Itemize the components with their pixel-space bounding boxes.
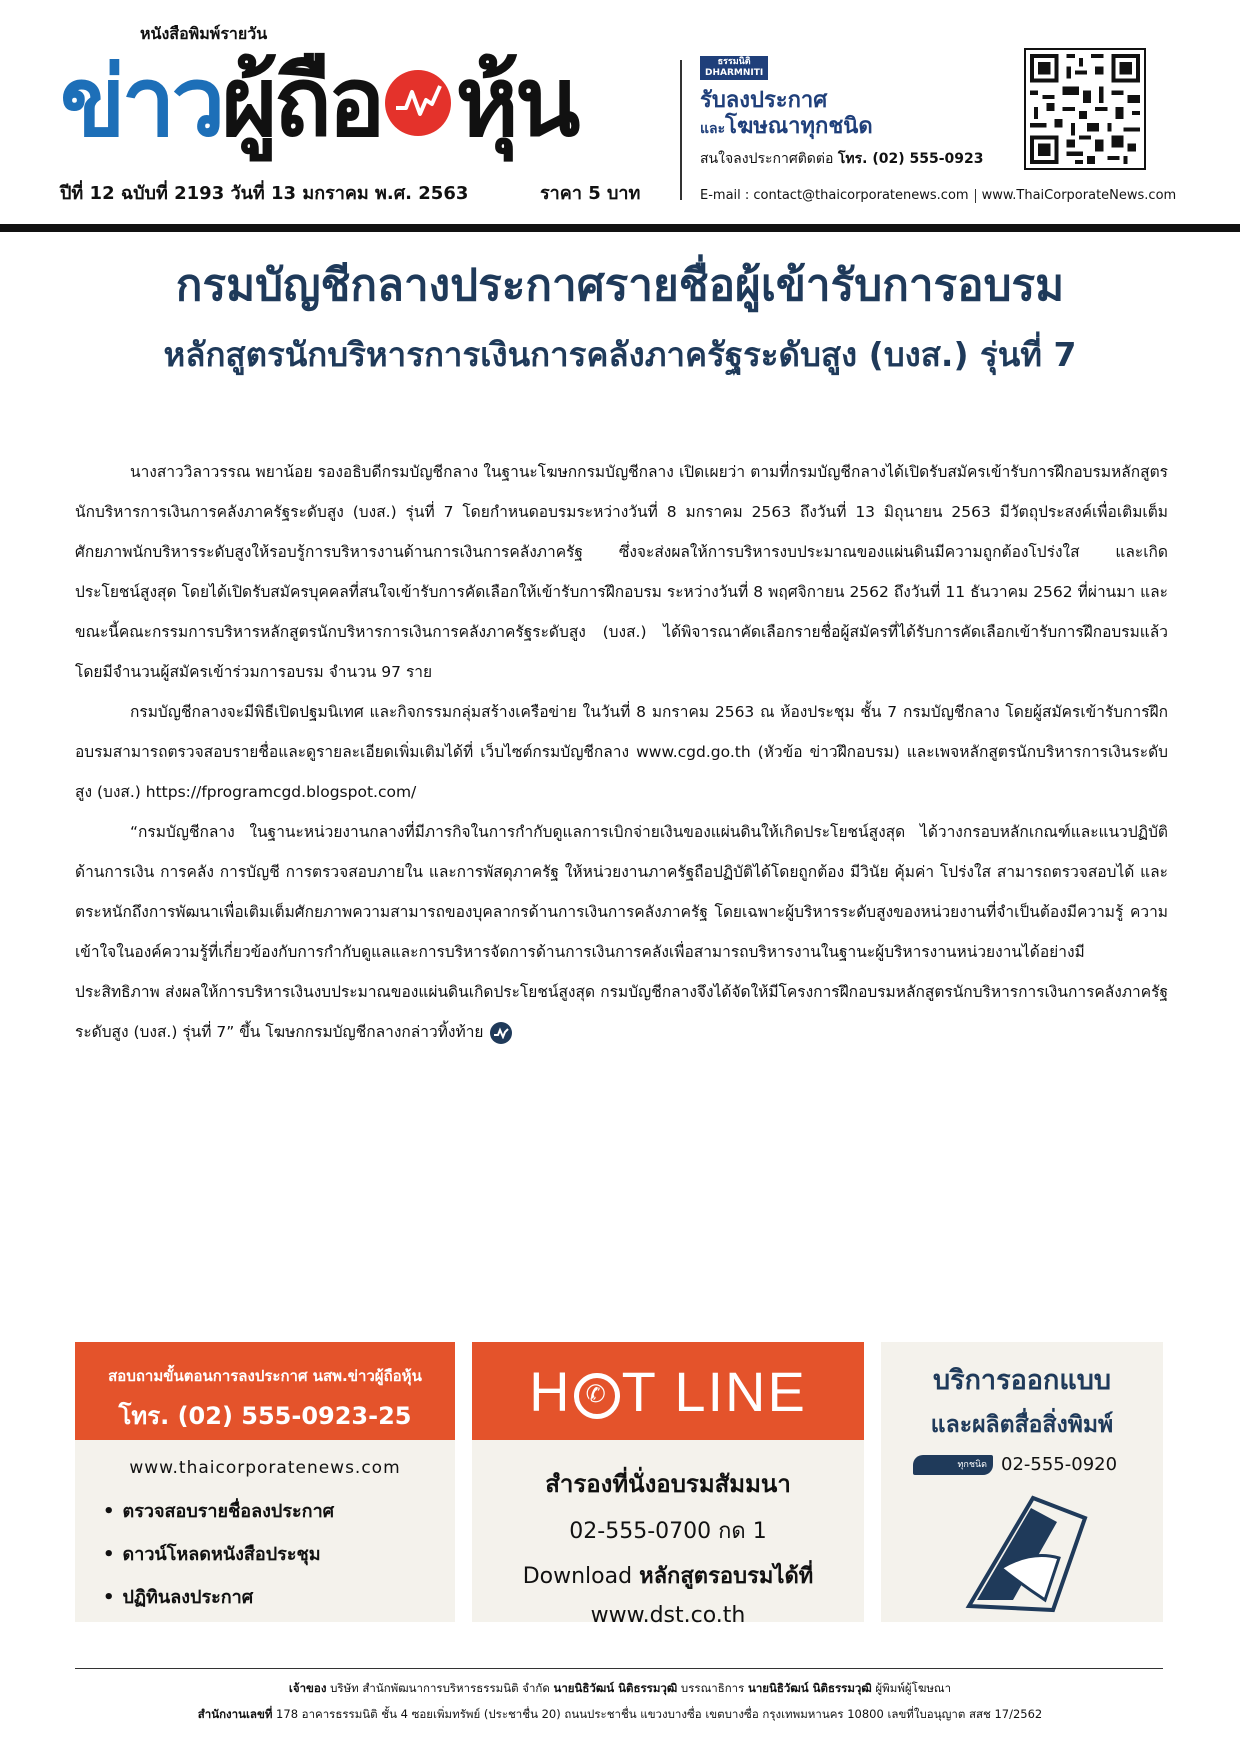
advertising-block	[700, 56, 1030, 170]
footer-address-line	[0, 1706, 1240, 1724]
footer-owner-text: บริษัท สำนักพัฒนาการบริหารธรรมนิติ จำกัด	[326, 1681, 554, 1695]
footer-publisher-role: ผู้พิมพ์ผู้โฆษณา	[871, 1681, 952, 1695]
contact-line	[700, 188, 1176, 203]
hotline-download-bold: หลักสูตรอบรมได้ที่	[639, 1564, 814, 1589]
list-item-check-names[interactable]: • ตรวจสอบรายชื่อลงประกาศ	[103, 1496, 455, 1525]
article-paragraph-1: นางสาววิลาวรรณ พยาน้อย รองอธิบดีกรมบัญชีกลาง ในฐานะโฆษกกรมบัญชีกลาง เปิดเผยว่า ตามที่กรมบัญชีกลางได้เปิดรับสมัครเข้ารับการฝึกอบรมหลักสูตรนักบริหารการเงินการคลังภาครัฐระดับสูง (บงส.) รุ่นที่ 7 โดยกำหนดอบรมระหว่างวันที่ 8 มกราคม 2563 ถึงวันที่ 13 มิถุนายน 2563 มีวัตถุประสงค์เพื่อเติมเต็มศักยภาพนักบริหารระดับสูงให้รอบรู้การบริหารงานด้านการเงินการคลังภาครัฐ ซึ่งจะส่งผลให้การบริหารงบประมาณของแผ่นดินมีความถูกต้องโปร่งใส และเกิดประโยชน์สูงสุด โดยได้เปิดรับสมัครบุคคลที่สนใจเข้ารับการคัดเลือกให้เข้ารับการฝึกอบรม ระหว่างวันที่ 8 พฤศจิกายน 2562 ถึงวันที่ 11 ธันวาคม 2562 ที่ผ่านมา และขณะนี้คณะกรรมการบริหารหลักสูตรนักบริหารการเงินการคลังภาครัฐระดับสูง (บงส.) ได้พิจารณาคัดเลือกรายชื่อผู้สมัครที่ได้รับการคัดเลือกเข้ารับการฝึกอบรมแล้ว โดยมีจำนวนผู้สมัครเข้าร่วมการอบรม จำนวน 97 ราย	[75, 463, 1168, 681]
hotline-download	[472, 1558, 864, 1593]
article-paragraph-3	[75, 812, 1168, 1052]
hotline-download-plain: Download	[522, 1564, 640, 1589]
ad-contact-phone[interactable]: โทร. (02) 555-0923	[837, 151, 984, 168]
article-headline: กรมบัญชีกลางประกาศรายชื่อผู้เข้ารับการอบรม	[175, 260, 1065, 311]
page-design-logo-icon	[961, 1492, 1091, 1618]
newspaper-tagline: หนังสือพิมพ์รายวัน	[140, 24, 268, 43]
logo-text-part3: หุ้น	[455, 46, 577, 158]
qr-code-icon[interactable]	[1024, 48, 1146, 170]
ad-line2	[700, 114, 1030, 140]
footer-editor-role: บรรณาธิการ	[677, 1681, 748, 1695]
announcement-website[interactable]: www.thaicorporatenews.com	[129, 1458, 401, 1478]
footer-rule	[75, 1668, 1163, 1669]
hotline-title-h: H	[529, 1359, 572, 1423]
issue-price: ราคา 5 บาท	[540, 183, 641, 204]
announcement-phone[interactable]: โทร. (02) 555-0923-25	[118, 1402, 412, 1430]
ad-contact	[700, 148, 1030, 170]
hotline-box	[472, 1342, 864, 1628]
hotline-phone[interactable]: 02-555-0700 กด 1	[569, 1519, 767, 1544]
list-item-calendar[interactable]: • ปฏิทินลงประกาศ	[103, 1582, 455, 1611]
hotline-title-rest: T LINE	[621, 1359, 807, 1423]
announcement-header-line1: สอบถามขั้นตอนการลงประกาศ นสพ.ข่าวผู้ถือหุ้น	[108, 1367, 422, 1385]
footer-owner-line	[0, 1680, 1240, 1698]
footer-owner-label: เจ้าของ	[288, 1681, 327, 1695]
contact-email[interactable]: E-mail : contact@thaicorporatenews.com	[700, 188, 969, 203]
contact-website[interactable]: www.ThaiCorporateNews.com	[981, 188, 1177, 203]
hotline-website[interactable]: www.dst.co.th	[590, 1603, 746, 1628]
dharmniti-badge	[700, 56, 768, 80]
badge-line1: ธรรมนิติ	[717, 57, 751, 67]
announcement-list	[103, 1496, 455, 1611]
design-service-box	[881, 1342, 1163, 1622]
article-paragraph-2: กรมบัญชีกลางจะมีพิธีเปิดปฐมนิเทศ และกิจกรรมกลุ่มสร้างเครือข่าย ในวันที่ 8 มกราคม 2563 ณ ห้องประชุม ชั้น 7 กรมบัญชีกลาง โดยผู้สมัครเข้ารับการฝึกอบรมสามารถตรวจสอบรายชื่อและดูรายละเอียดเพิ่มเติมได้ที่ เว็บไซต์กรมบัญชีกลาง www.cgd.go.th (หัวข้อ ข่าวฝึกอบรม) และเพจหลักสูตรนักบริหารการเงินระดับสูง (บงส.) https://fprogramcgd.blogspot.com/	[75, 703, 1168, 801]
phone-icon	[574, 1373, 620, 1419]
masthead-rule	[0, 224, 1240, 232]
design-phone-row	[913, 1454, 1117, 1475]
newspaper-logo[interactable]	[60, 30, 577, 158]
badge-line2: DHARMNITI	[705, 67, 764, 78]
design-service-title: บริการออกแบบ	[932, 1365, 1112, 1396]
issue-info: ปีที่ 12 ฉบับที่ 2193 วันที่ 13 มกราคม พ.ศ. 2563	[60, 183, 469, 204]
footer-office-label: สำนักงานเลขที่	[197, 1707, 273, 1721]
end-of-article-icon	[490, 1022, 512, 1044]
brush-label: ทุกชนิด	[913, 1455, 993, 1475]
hotline-title	[529, 1359, 807, 1424]
ad-line2-main: โฆษณาทุกชนิด	[725, 113, 873, 139]
ad-contact-label: สนใจลงประกาศติดต่อ	[700, 151, 834, 168]
stock-chart-logo-icon	[385, 70, 451, 136]
footer-office-text: 178 อาคารธรรมนิติ ชั้น 4 ซอยเพิ่มทรัพย์ (ประชาชื่น 20) ถนนประชาชื่น แขวงบางซื่อ เขตบางซื่อ กรุงเทพมหานคร 10800 เลขที่ใบอนุญาต สสช 17/2562	[272, 1707, 1043, 1721]
article-subheadline: หลักสูตรนักบริหารการเงินการคลังภาครัฐระดับสูง (บงส.) รุ่นที่ 7	[163, 335, 1077, 374]
article-paragraph-3-text: “กรมบัญชีกลาง ในฐานะหน่วยงานกลางที่มีภารกิจในการกำกับดูแลการเบิกจ่ายเงินของแผ่นดินให้เกิดประโยชน์สูงสุด ได้วางกรอบหลักเกณฑ์และแนวปฏิบัติด้านการเงิน การคลัง การบัญชี การตรวจสอบภายใน และการพัสดุภาครัฐ ให้หน่วยงานภาครัฐถือปฏิบัติได้โดยถูกต้อง มีวินัย คุ้มค่า โปร่งใส สามารถตรวจสอบได้ และตระหนักถึงการพัฒนาเพื่อเติมเต็มศักยภาพความสามารถของบุคลากรด้านการเงินการคลังภาครัฐ โดยเฉพาะผู้บริหารระดับสูงของหน่วยงานที่จำเป็นต้องมีความรู้ ความเข้าใจในองค์ความรู้ที่เกี่ยวข้องกับการกำกับดูแลและการบริหารจัดการด้านการเงินการคลังเพื่อสามารถบริหารงานในฐานะผู้บริหารงานหน่วยงานได้อย่างมีประสิทธิภาพ ส่งผลให้การบริหารเงินงบประมาณของแผ่นดินเกิดประโยชน์สูงสุด กรมบัญชีกลางจึงได้จัดให้มีโครงการฝึกอบรมหลักสูตรนักบริหารการเงินการคลังภาครัฐระดับสูง (บงส.) รุ่นที่ 7” ขึ้น โฆษกกรมบัญชีกลางกล่าวทิ้งท้าย	[75, 823, 1168, 1041]
contact-separator	[975, 189, 976, 203]
ad-line1: รับลงประกาศ	[700, 87, 828, 113]
footer-editor-name: นายนิธิวัฒน์ นิติธรรมวุฒิ	[553, 1681, 678, 1695]
list-item-download-docs[interactable]: • ดาวน์โหลดหนังสือประชุม	[103, 1539, 455, 1568]
logo-text-part2: ผู้ถือ	[221, 46, 382, 158]
logo-text-part1: ข่าว	[60, 46, 222, 158]
footer-publisher-name: นายนิธิวัฒน์ นิติธรรมวุฒิ	[747, 1681, 872, 1695]
announcement-box	[75, 1342, 455, 1622]
ad-line2-prefix: และ	[700, 120, 726, 137]
design-service-subtitle: และผลิตสื่อสิ่งพิมพ์	[930, 1412, 1114, 1438]
hotline-header	[472, 1342, 864, 1440]
design-phone[interactable]: 02-555-0920	[1001, 1454, 1118, 1475]
hotline-seminar-label: สำรองที่นั่งอบรมสัมมนา	[545, 1470, 791, 1498]
announcement-header	[75, 1342, 455, 1440]
article-body	[75, 452, 1168, 1052]
masthead-divider	[680, 60, 682, 200]
masthead	[0, 0, 1240, 224]
